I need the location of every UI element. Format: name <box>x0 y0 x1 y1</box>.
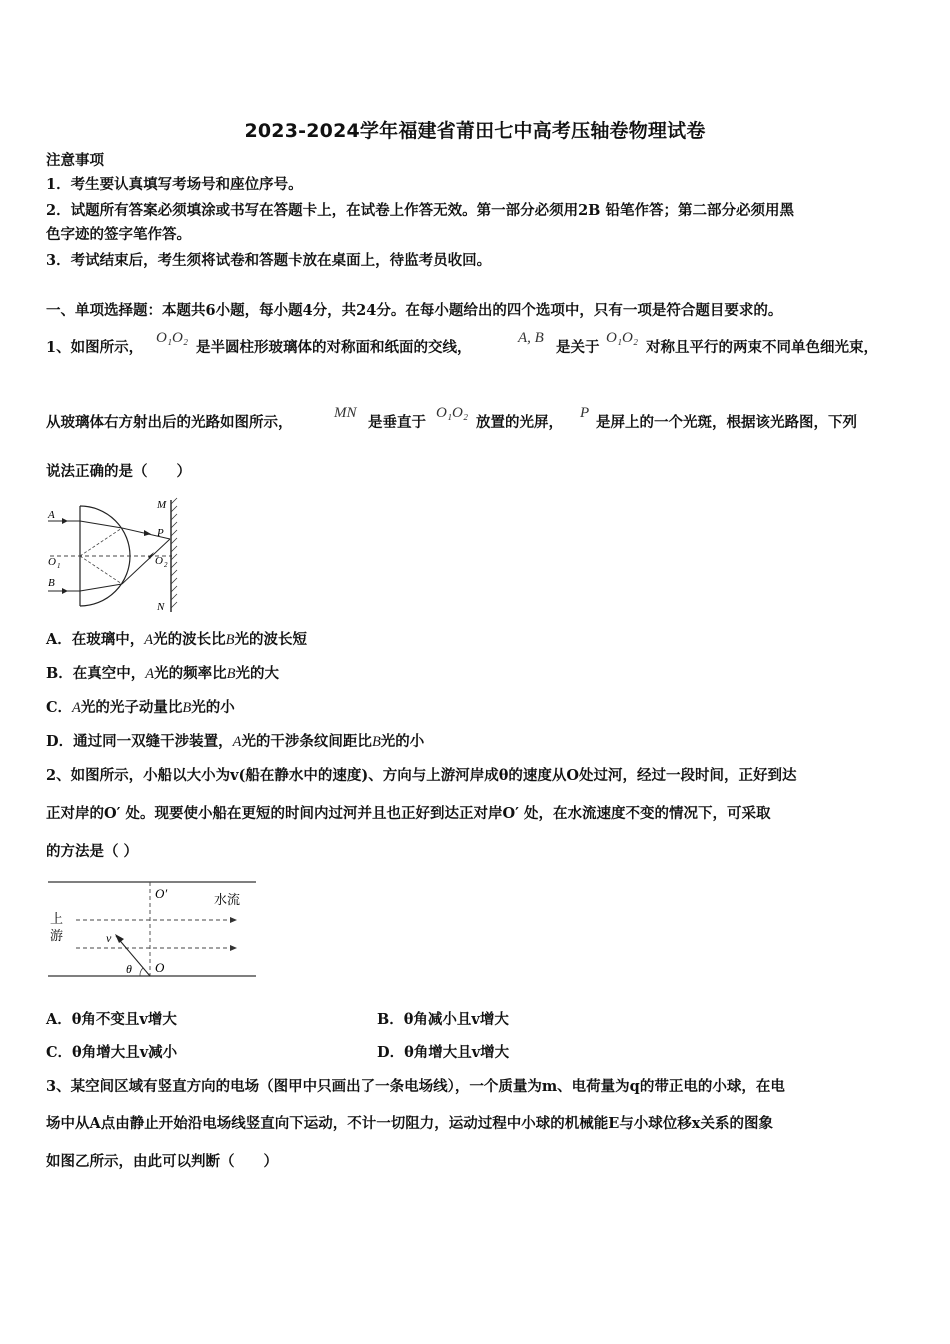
q2-option-a: A．θ角不变且v增大 <box>46 1011 177 1028</box>
fig-label-flow: 水流 <box>214 892 241 907</box>
q3-text: 如图乙所示，由此可以判断（ ） <box>46 1153 278 1170</box>
q1-text: 是半圆柱形玻璃体的对称面和纸面的交线， <box>196 339 472 356</box>
q2-figure <box>44 876 260 980</box>
q1-symbol-mn: MN <box>334 405 357 421</box>
fig-label-b: B <box>48 577 55 589</box>
fig-label-a: A <box>48 509 55 521</box>
section-heading: 一、单项选择题：本题共6小题，每小题4分，共24分。在每小题给出的四个选项中，只有一项是符合题目要求的。 <box>46 302 783 319</box>
q2-option-c: C．θ角增大且v减小 <box>46 1044 178 1061</box>
q2-text: 正对岸的O′ 处。现要使小船在更短的时间内过河并且也正好到达正对岸O′ 处，在水流速度不变的情况下，可采取 <box>46 805 771 822</box>
fig-label-p: P <box>157 527 164 539</box>
page-title: 2023-2024学年福建省莆田七中高考压轴卷物理试卷 <box>244 120 706 142</box>
notice-item: 2．试题所有答案必须填涂或书写在答题卡上，在试卷上作答无效。第一部分必须用2B 铅笔作答；第二部分必须用黑 <box>46 202 794 219</box>
q1-option-d: D．通过同一双缝干涉装置，A光的干涉条纹间距比B光的小 <box>46 733 425 750</box>
q1-symbol-o1o2: O₁O₂ <box>606 330 639 346</box>
fig-label-n: N <box>157 601 165 613</box>
notice-heading: 注意事项 <box>46 152 104 169</box>
fig-label-theta: θ <box>126 962 132 976</box>
q1-text: 是屏上的一个光斑，根据该光路图，下列 <box>596 414 857 431</box>
q1-text: 放置的光屏， <box>476 414 563 431</box>
q1-figure <box>44 494 194 618</box>
q3-text: 3、某空间区域有竖直方向的电场（图甲中只画出了一条电场线），一个质量为m、电荷量为q的带正电的小球，在电 <box>46 1078 785 1095</box>
svg-text:1: 1 <box>57 562 61 570</box>
q1-option-b: B．在真空中，A光的频率比B光的大 <box>46 665 279 682</box>
fig-label-m: M <box>157 499 167 511</box>
q1-symbol-ab: A, B <box>518 330 544 346</box>
q2-text: 的方法是（ ） <box>46 843 139 860</box>
q1-text: 是关于 <box>556 339 600 356</box>
q1-text: 说法正确的是（ ） <box>46 463 191 480</box>
q1-text: 对称且平行的两束不同单色细光束， <box>646 339 878 356</box>
q1-symbol-o1o2: O₁O₂ <box>156 330 189 346</box>
q1-text: 从玻璃体右方射出后的光路如图所示， <box>46 414 293 431</box>
q2-text: 2、如图所示，小船以大小为v(船在静水中的速度)、方向与上游河岸成θ的速度从O处过河，经过一段时间，正好到达 <box>46 767 797 784</box>
q3-text: 场中从A点由静止开始沿电场线竖直向下运动，不计一切阻力，运动过程中小球的机械能E与小球位移x关系的图象 <box>46 1115 773 1132</box>
fig-label-v: v <box>106 931 112 945</box>
fig-label-o-prime: O′ <box>155 886 168 901</box>
fig-label-upstream: 游 <box>50 928 64 943</box>
q2-option-b: B．θ角减小且v增大 <box>377 1011 509 1028</box>
q1-option-a: A．在玻璃中，A光的波长比B光的波长短 <box>46 631 307 648</box>
svg-text:2: 2 <box>164 561 168 569</box>
q1-symbol-p: P <box>580 405 590 421</box>
q1-option-c: C．A光的光子动量比B光的小 <box>46 699 235 716</box>
q2-option-d: D．θ角增大且v增大 <box>377 1044 510 1061</box>
fig-label-o1: O <box>48 556 56 568</box>
fig-label-upstream: 上 <box>50 911 64 926</box>
fig-label-o2: O <box>155 555 163 567</box>
fig-label-o: O <box>155 960 165 975</box>
notice-item: 色字迹的签字笔作答。 <box>46 226 191 243</box>
q1-text: 1、如图所示， <box>46 339 144 356</box>
notice-item: 3．考试结束后，考生须将试卷和答题卡放在桌面上，待监考员收回。 <box>46 252 492 269</box>
q1-symbol-o1o2: O₁O₂ <box>436 405 469 421</box>
notice-item: 1．考生要认真填写考场号和座位序号。 <box>46 176 303 193</box>
q1-text: 是垂直于 <box>368 414 426 431</box>
